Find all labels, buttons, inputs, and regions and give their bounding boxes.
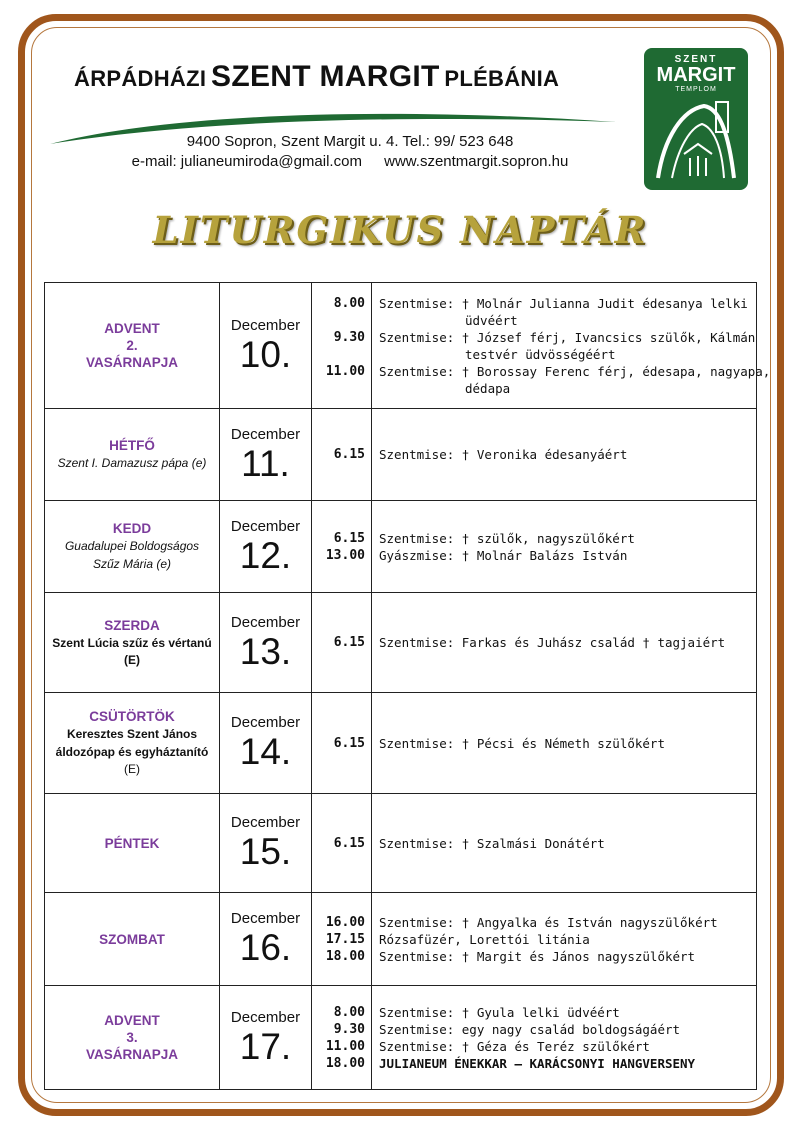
day-number: 14.: [239, 731, 292, 772]
mass-time: 6.15: [333, 530, 365, 546]
feast-rank: (E): [124, 652, 140, 667]
table-row: [45, 283, 757, 409]
month-label: December: [230, 910, 301, 927]
day-cell: [45, 409, 220, 501]
event-entry: Szentmise: † Gyula lelki üdvéért: [379, 1004, 620, 1020]
day-number: 16.: [239, 927, 292, 968]
day-cell: [45, 693, 220, 794]
day-name: ADVENT 3. VASÁRNAPJA: [85, 1013, 178, 1062]
mass-time: 8.00: [333, 295, 365, 311]
calendar-title: LITURGIKUS NAPTÁR: [152, 208, 648, 252]
saint-name: Keresztes Szent János áldozópap és egyháztanító: [55, 727, 209, 759]
event-entry: Szentmise: † Angyalka és István nagyszülőkért: [379, 914, 718, 930]
church-drawing-icon: [652, 98, 740, 182]
table-row: [45, 986, 757, 1090]
day-cell: [45, 893, 220, 986]
event-entry: Rózsafüzér, Lorettói litánia: [379, 931, 590, 947]
parish-name-suffix: PLÉBÁNIA: [444, 66, 560, 91]
parish-name: [74, 60, 614, 94]
calendar-table: [44, 282, 771, 1090]
date-cell: [220, 893, 312, 986]
events-cell: [372, 986, 757, 1090]
table-row: [45, 409, 757, 501]
mass-time: [312, 380, 365, 397]
day-name: ADVENT 2. VASÁRNAPJA: [85, 321, 178, 370]
day-number: 11.: [241, 442, 290, 484]
month-label: December: [230, 814, 301, 831]
date-cell: [220, 593, 312, 693]
day-cell: [45, 593, 220, 693]
event-entry: Szentmise: † szülők, nagyszülőkért: [379, 530, 635, 546]
mass-time: 6.15: [333, 447, 365, 462]
mass-time: 18.00: [325, 1055, 365, 1071]
times-cell: [312, 693, 372, 794]
day-cell: [45, 501, 220, 593]
month-label: December: [230, 1008, 301, 1026]
month-label: December: [230, 517, 301, 535]
logo-text-middle: MARGIT: [656, 64, 736, 86]
mass-time: 8.00: [333, 1004, 365, 1020]
times-cell: [312, 593, 372, 693]
month-label: December: [230, 316, 301, 334]
mass-time: 6.15: [333, 635, 365, 650]
event-entry: Szentmise: egy nagy család boldogságáért: [379, 1021, 681, 1037]
day-name: HÉTFŐ: [109, 438, 155, 453]
event-entry: Szentmise: † Géza és Teréz szülőkért: [379, 1038, 650, 1054]
day-number: 13.: [239, 630, 292, 672]
table-row: [45, 693, 757, 794]
day-number: 10.: [239, 333, 292, 375]
times-cell: [312, 794, 372, 893]
logo-text-bottom: TEMPLOM: [675, 86, 717, 93]
website-text: www.szentmargit.sopron.hu: [384, 153, 569, 170]
mass-time: 9.30: [333, 1021, 365, 1037]
contact-line: [110, 153, 590, 170]
month-label: December: [230, 425, 301, 443]
day-name: SZERDA: [104, 617, 160, 633]
event-entry: JULIANEUM ÉNEKKAR – KARÁCSONYI HANGVERSENY: [379, 1055, 696, 1071]
event-entry: Szentmise: † Veronika édesanyáért: [379, 447, 628, 462]
date-cell: [220, 283, 312, 409]
church-logo: [644, 48, 748, 190]
events-cell: [372, 893, 757, 986]
event-entry: Szentmise: † József férj, Ivancsics szülők, Kálmán testvér üdvösségéért: [379, 329, 756, 362]
events-cell: [372, 693, 757, 794]
month-label: December: [230, 613, 301, 631]
day-name: SZOMBAT: [99, 931, 165, 947]
day-number: 17.: [239, 1025, 292, 1067]
event-entry: Szentmise: † Borossay Ferenc férj, édesapa, nagyapa, dédapa: [379, 363, 771, 396]
events-cell: [372, 593, 757, 693]
times-cell: [312, 409, 372, 501]
day-name: KEDD: [112, 521, 152, 536]
mass-time: [312, 312, 365, 329]
saint-name: Szent I. Damazusz pápa (e): [57, 456, 207, 470]
parish-address: 9400 Sopron, Szent Margit u. 4. Tel.: 99/ 523 648: [186, 133, 514, 150]
day-number: 15.: [239, 831, 292, 872]
event-entry: Szentmise: † Margit és János nagyszülőkért: [379, 948, 696, 964]
parish-name-prefix: ÁRPÁDHÁZI: [74, 66, 207, 91]
events-cell: [372, 283, 771, 409]
day-cell: [45, 986, 220, 1090]
mass-time: 18.00: [325, 948, 365, 964]
table-row: [45, 794, 757, 893]
saint-name: Szent Lúcia szűz és vértanú: [52, 635, 212, 650]
parish-name-main: SZENT MARGIT: [211, 60, 440, 93]
event-entry: Gyászmise: † Molnár Balázs István: [379, 547, 628, 563]
mass-time: 13.00: [325, 547, 365, 563]
mass-time: 11.00: [325, 363, 365, 379]
events-cell: [372, 794, 757, 893]
mass-time: 6.15: [333, 735, 365, 751]
day-cell: [45, 794, 220, 893]
event-entry: Szentmise: † Molnár Julianna Judit édesanya lelki üdvéért: [379, 295, 748, 328]
times-cell: [312, 283, 372, 409]
events-cell: [372, 501, 757, 593]
feast-rank: (E): [124, 762, 140, 776]
table-row: [45, 893, 757, 986]
times-cell: [312, 893, 372, 986]
day-cell: [45, 283, 220, 409]
event-entry: Szentmise: † Pécsi és Németh szülőkért: [379, 735, 665, 751]
event-entry: Szentmise: Farkas és Juhász család † tagjaiért: [379, 635, 726, 650]
date-cell: [220, 501, 312, 593]
saint-name: Guadalupei Boldogságos Szűz Mária (e): [64, 539, 200, 571]
mass-time: 9.30: [333, 329, 365, 345]
mass-time: 6.15: [333, 835, 365, 851]
day-name: PÉNTEK: [104, 835, 160, 851]
date-cell: [220, 986, 312, 1090]
day-number: 12.: [239, 534, 292, 576]
mass-time: 17.15: [325, 931, 365, 947]
date-cell: [220, 693, 312, 794]
logo-text-top: SZENT: [674, 54, 718, 65]
events-cell: [372, 409, 757, 501]
times-cell: [312, 986, 372, 1090]
table-row: [45, 501, 757, 593]
date-cell: [220, 794, 312, 893]
date-cell: [220, 409, 312, 501]
day-name: CSÜTÖRTÖK: [89, 709, 175, 724]
event-entry: Szentmise: † Szalmási Donátért: [379, 835, 605, 851]
email-text: e-mail: julianeumiroda@gmail.com: [131, 153, 362, 170]
mass-time: [312, 346, 365, 363]
table-row: [45, 593, 757, 693]
mass-time: 16.00: [325, 914, 365, 930]
mass-time: 11.00: [325, 1038, 365, 1054]
month-label: December: [230, 714, 301, 731]
times-cell: [312, 501, 372, 593]
